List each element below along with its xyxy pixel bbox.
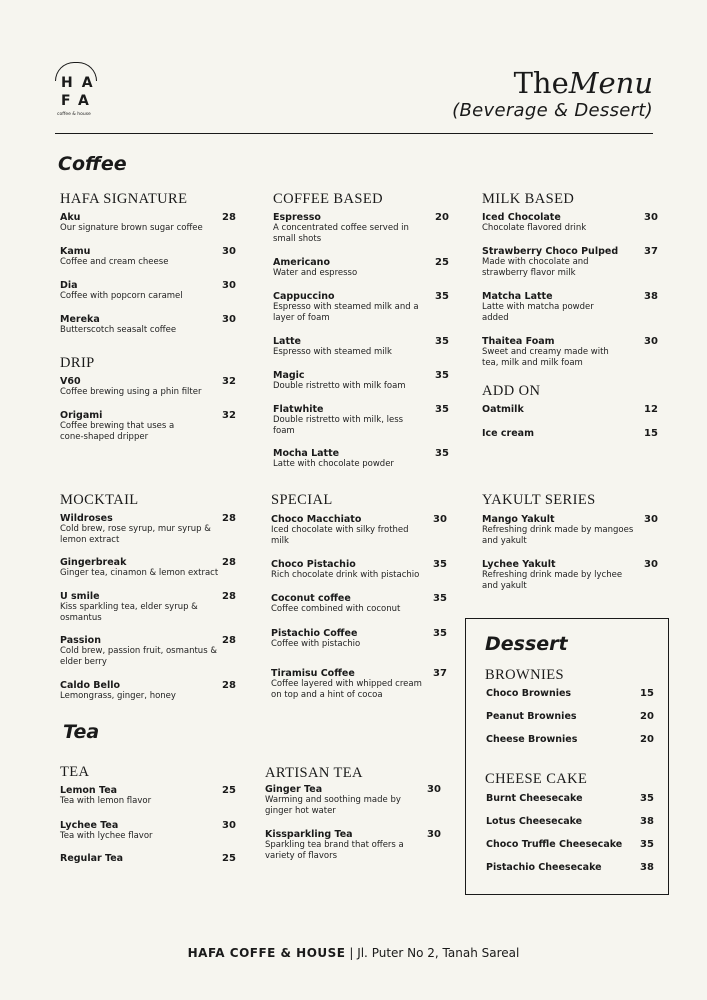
menu-item-name: Mango Yakult bbox=[482, 514, 555, 525]
menu-item-name: Lychee Tea bbox=[60, 820, 119, 831]
dessert-box bbox=[465, 618, 669, 895]
menu-item-price: 30 bbox=[222, 246, 236, 257]
header-divider bbox=[55, 133, 653, 134]
category-title: ADD ON bbox=[482, 383, 541, 399]
menu-item bbox=[486, 711, 654, 722]
menu-item-name: Oatmilk bbox=[482, 404, 524, 415]
menu-item-price: 35 bbox=[433, 559, 447, 570]
menu-item-name: Choco Brownies bbox=[486, 688, 572, 699]
menu-item-name: Choco Truffle Cheesecake bbox=[486, 839, 623, 850]
menu-item-price: 32 bbox=[222, 376, 236, 387]
menu-item-description: Water and espresso bbox=[273, 268, 358, 278]
menu-item-price: 28 bbox=[222, 212, 236, 223]
menu-item-description: strawberry flavor milk bbox=[482, 268, 576, 278]
menu-item bbox=[482, 559, 658, 592]
menu-item bbox=[60, 246, 236, 268]
menu-item-description: Ginger tea, cinamon & lemon extract bbox=[60, 568, 219, 578]
menu-item-description: Latte with matcha powder bbox=[482, 302, 594, 312]
menu-item-description: small shots bbox=[273, 234, 322, 244]
menu-item-name: Mereka bbox=[60, 314, 100, 325]
logo-line2: FA bbox=[61, 93, 98, 109]
menu-item bbox=[486, 816, 654, 827]
menu-item-name: Burnt Cheesecake bbox=[486, 793, 583, 804]
menu-item-name: Lemon Tea bbox=[60, 785, 118, 796]
footer-address: | Jl. Puter No 2, Tanah Sareal bbox=[345, 946, 520, 960]
menu-item-name: Lychee Yakult bbox=[482, 559, 556, 570]
menu-item-description: Butterscotch seasalt coffee bbox=[60, 325, 177, 335]
menu-item-description: Cold brew, passion fruit, osmantus & bbox=[60, 646, 217, 656]
menu-item bbox=[60, 853, 236, 864]
menu-item-price: 35 bbox=[435, 291, 449, 302]
menu-item-price: 25 bbox=[222, 853, 236, 864]
menu-item-price: 35 bbox=[433, 628, 447, 639]
menu-item-name: Ice cream bbox=[482, 428, 534, 439]
menu-item-price: 15 bbox=[644, 428, 658, 439]
menu-item-name: Thaitea Foam bbox=[482, 336, 555, 347]
menu-item bbox=[60, 280, 236, 302]
menu-item bbox=[273, 404, 449, 437]
menu-item-price: 37 bbox=[644, 246, 658, 257]
title-the: The bbox=[513, 66, 569, 100]
menu-item-price: 30 bbox=[222, 314, 236, 325]
menu-item-description: ginger hot water bbox=[265, 806, 336, 816]
menu-item bbox=[265, 829, 441, 862]
menu-item-description: foam bbox=[273, 426, 295, 436]
menu-item-price: 20 bbox=[640, 734, 654, 745]
menu-item-description: tea, milk and milk foam bbox=[482, 358, 583, 368]
menu-item-name: Cheese Brownies bbox=[486, 734, 578, 745]
menu-item-name: Kissparkling Tea bbox=[265, 829, 353, 840]
menu-item-name: Aku bbox=[60, 212, 81, 223]
menu-item-name: Choco Macchiato bbox=[271, 514, 362, 525]
menu-item-description: A concentrated coffee served in bbox=[273, 223, 409, 233]
title-menu: Menu bbox=[568, 66, 653, 100]
menu-item-price: 30 bbox=[222, 820, 236, 831]
menu-item bbox=[60, 591, 236, 624]
category-title: YAKULT SERIES bbox=[482, 492, 596, 508]
menu-item-description: Espresso with steamed milk bbox=[273, 347, 392, 357]
menu-item-description: Coffee and cream cheese bbox=[60, 257, 169, 267]
category-title: MOCKTAIL bbox=[60, 492, 139, 508]
menu-item bbox=[486, 734, 654, 745]
menu-item-name: Tiramisu Coffee bbox=[271, 668, 355, 679]
menu-title-main bbox=[452, 68, 653, 98]
menu-item bbox=[482, 212, 658, 234]
menu-item-name: Choco Pistachio bbox=[271, 559, 356, 570]
menu-item-price: 28 bbox=[222, 591, 236, 602]
menu-item-description: Made with chocolate and bbox=[482, 257, 589, 267]
category-title: HAFA SIGNATURE bbox=[60, 191, 188, 207]
menu-item bbox=[273, 257, 449, 279]
menu-item bbox=[482, 246, 658, 279]
menu-item-price: 20 bbox=[435, 212, 449, 223]
menu-item bbox=[482, 404, 658, 415]
menu-item-price: 15 bbox=[640, 688, 654, 699]
menu-item-name: Ginger Tea bbox=[265, 784, 323, 795]
menu-item-price: 30 bbox=[644, 559, 658, 570]
menu-item-description: Sweet and creamy made with bbox=[482, 347, 609, 357]
logo-subtitle: coffee & house bbox=[57, 112, 91, 117]
menu-item-description: milk bbox=[271, 536, 289, 546]
menu-item-price: 30 bbox=[644, 514, 658, 525]
menu-item-description: Refreshing drink made by lychee bbox=[482, 570, 623, 580]
menu-item-name: Matcha Latte bbox=[482, 291, 553, 302]
menu-item-description: Coffee combined with coconut bbox=[271, 604, 401, 614]
menu-item-price: 25 bbox=[222, 785, 236, 796]
menu-item-name: Iced Chocolate bbox=[482, 212, 561, 223]
menu-item-description: Cold brew, rose syrup, mur syrup & bbox=[60, 524, 211, 534]
menu-subtitle: (Beverage & Dessert) bbox=[452, 100, 653, 121]
menu-item-price: 25 bbox=[435, 257, 449, 268]
menu-item bbox=[60, 212, 236, 234]
category-title: CHEESE CAKE bbox=[485, 771, 588, 787]
menu-item bbox=[265, 784, 441, 817]
menu-item-price: 28 bbox=[222, 680, 236, 691]
menu-item-price: 28 bbox=[222, 557, 236, 568]
category-title: COFFEE BASED bbox=[273, 191, 383, 207]
category-title: TEA bbox=[60, 764, 90, 780]
menu-item-description: layer of foam bbox=[273, 313, 330, 323]
menu-item bbox=[486, 839, 654, 850]
category-title: MILK BASED bbox=[482, 191, 575, 207]
menu-item bbox=[273, 291, 449, 324]
menu-item-name: Dia bbox=[60, 280, 78, 291]
menu-item-name: Caldo Bello bbox=[60, 680, 120, 691]
menu-item-description: and yakult bbox=[482, 536, 527, 546]
menu-item-name: Peanut Brownies bbox=[486, 711, 577, 722]
footer bbox=[0, 946, 707, 960]
menu-item-name: Gingerbreak bbox=[60, 557, 127, 568]
menu-item-price: 35 bbox=[433, 593, 447, 604]
menu-item bbox=[482, 514, 658, 547]
menu-item bbox=[273, 212, 449, 245]
menu-item-description: Iced chocolate with silky frothed bbox=[271, 525, 409, 535]
logo-line1: HA bbox=[61, 75, 102, 91]
menu-item-name: Americano bbox=[273, 257, 330, 268]
menu-item-price: 32 bbox=[222, 410, 236, 421]
menu-item-price: 30 bbox=[644, 212, 658, 223]
menu-item-description: Tea with lemon flavor bbox=[60, 796, 152, 806]
menu-item bbox=[271, 514, 447, 547]
menu-item-description: lemon extract bbox=[60, 535, 120, 545]
menu-item-name: Latte bbox=[273, 336, 301, 347]
menu-item bbox=[486, 862, 654, 873]
menu-item bbox=[486, 688, 654, 699]
menu-item-price: 12 bbox=[644, 404, 658, 415]
menu-item-price: 35 bbox=[435, 370, 449, 381]
menu-item-description: Coffee with popcorn caramel bbox=[60, 291, 183, 301]
menu-item bbox=[60, 785, 236, 807]
menu-item bbox=[273, 336, 449, 358]
menu-item-price: 30 bbox=[222, 280, 236, 291]
section-coffee: Coffee bbox=[58, 153, 127, 175]
menu-item-price: 35 bbox=[435, 448, 449, 459]
menu-item-description: cone-shaped dripper bbox=[60, 432, 149, 442]
category-title: SPECIAL bbox=[271, 492, 333, 508]
menu-item-description: on top and a hint of cocoa bbox=[271, 690, 383, 700]
menu-item-price: 38 bbox=[640, 862, 654, 873]
menu-item-name: U smile bbox=[60, 591, 100, 602]
menu-item-price: 30 bbox=[427, 829, 441, 840]
footer-brand: HAFA COFFE & HOUSE bbox=[187, 946, 346, 960]
menu-item-name: Cappuccino bbox=[273, 291, 335, 302]
menu-title bbox=[452, 68, 653, 121]
menu-item-price: 35 bbox=[435, 404, 449, 415]
menu-item-description: Sparkling tea brand that offers a bbox=[265, 840, 404, 850]
menu-item-price: 28 bbox=[222, 513, 236, 524]
menu-item-name: Pistachio Coffee bbox=[271, 628, 358, 639]
menu-item-name: Coconut coffee bbox=[271, 593, 351, 604]
menu-item-description: Coffee with pistachio bbox=[271, 639, 361, 649]
menu-item-description: Coffee brewing using a phin filter bbox=[60, 387, 202, 397]
menu-item bbox=[60, 314, 236, 336]
menu-item bbox=[60, 557, 236, 579]
section-tea: Tea bbox=[63, 721, 100, 743]
menu-item-description: Kiss sparkling tea, elder syrup & bbox=[60, 602, 198, 612]
menu-item-price: 20 bbox=[640, 711, 654, 722]
menu-item bbox=[60, 680, 236, 702]
menu-item-name: Regular Tea bbox=[60, 853, 124, 864]
menu-item-description: Double ristretto with milk, less bbox=[273, 415, 404, 425]
menu-item-description: Chocolate flavored drink bbox=[482, 223, 587, 233]
category-title: BROWNIES bbox=[485, 667, 564, 683]
menu-item-price: 35 bbox=[435, 336, 449, 347]
menu-item-price: 38 bbox=[644, 291, 658, 302]
menu-item-description: osmantus bbox=[60, 613, 102, 623]
category-title: ARTISAN TEA bbox=[265, 765, 363, 781]
menu-item bbox=[60, 376, 236, 398]
menu-item-description: Double ristretto with milk foam bbox=[273, 381, 406, 391]
menu-item bbox=[60, 410, 236, 443]
menu-item bbox=[60, 513, 236, 546]
menu-item-name: Pistachio Cheesecake bbox=[486, 862, 602, 873]
menu-item-description: Espresso with steamed milk and a bbox=[273, 302, 419, 312]
menu-item-description: and yakult bbox=[482, 581, 527, 591]
logo bbox=[55, 62, 102, 122]
menu-item-name: Lotus Cheesecake bbox=[486, 816, 583, 827]
menu-item-name: Espresso bbox=[273, 212, 321, 223]
menu-item-description: Tea with lychee flavor bbox=[60, 831, 153, 841]
menu-item-name: Origami bbox=[60, 410, 103, 421]
menu-item-description: elder berry bbox=[60, 657, 107, 667]
menu-item-name: V60 bbox=[60, 376, 81, 387]
menu-item-name: Mocha Latte bbox=[273, 448, 340, 459]
menu-item-description: Coffee brewing that uses a bbox=[60, 421, 175, 431]
menu-item-price: 37 bbox=[433, 668, 447, 679]
menu-item-price: 35 bbox=[640, 839, 654, 850]
menu-item-name: Strawberry Choco Pulped bbox=[482, 246, 619, 257]
menu-item-price: 38 bbox=[640, 816, 654, 827]
menu-item-name: Flatwhite bbox=[273, 404, 324, 415]
menu-item-description: Warming and soothing made by bbox=[265, 795, 401, 805]
menu-item-price: 30 bbox=[427, 784, 441, 795]
menu-item-description: Refreshing drink made by mangoes bbox=[482, 525, 634, 535]
menu-item-name: Wildroses bbox=[60, 513, 113, 524]
menu-item bbox=[273, 448, 449, 470]
menu-item bbox=[271, 559, 447, 581]
menu-item bbox=[486, 793, 654, 804]
menu-item bbox=[60, 635, 236, 668]
menu-item bbox=[271, 593, 447, 615]
menu-item-description: Latte with chocolate powder bbox=[273, 459, 394, 469]
menu-item-description: Lemongrass, ginger, honey bbox=[60, 691, 176, 701]
menu-item bbox=[273, 370, 449, 392]
menu-item-name: Passion bbox=[60, 635, 101, 646]
menu-item-price: 30 bbox=[644, 336, 658, 347]
menu-item bbox=[482, 291, 658, 324]
menu-item-description: Rich chocolate drink with pistachio bbox=[271, 570, 420, 580]
menu-item-description: Our signature brown sugar coffee bbox=[60, 223, 203, 233]
section-dessert: Dessert bbox=[485, 633, 568, 655]
menu-item bbox=[271, 628, 447, 650]
menu-item-name: Kamu bbox=[60, 246, 91, 257]
menu-item-description: variety of flavors bbox=[265, 851, 338, 861]
menu-item-name: Magic bbox=[273, 370, 305, 381]
menu-item-description: Coffee layered with whipped cream bbox=[271, 679, 422, 689]
menu-item bbox=[482, 428, 658, 439]
menu-item-price: 28 bbox=[222, 635, 236, 646]
menu-item-price: 35 bbox=[640, 793, 654, 804]
menu-item bbox=[60, 820, 236, 842]
menu-item bbox=[482, 336, 658, 369]
menu-item-price: 30 bbox=[433, 514, 447, 525]
menu-item bbox=[271, 668, 447, 701]
category-title: DRIP bbox=[60, 355, 95, 371]
menu-item-description: added bbox=[482, 313, 509, 323]
